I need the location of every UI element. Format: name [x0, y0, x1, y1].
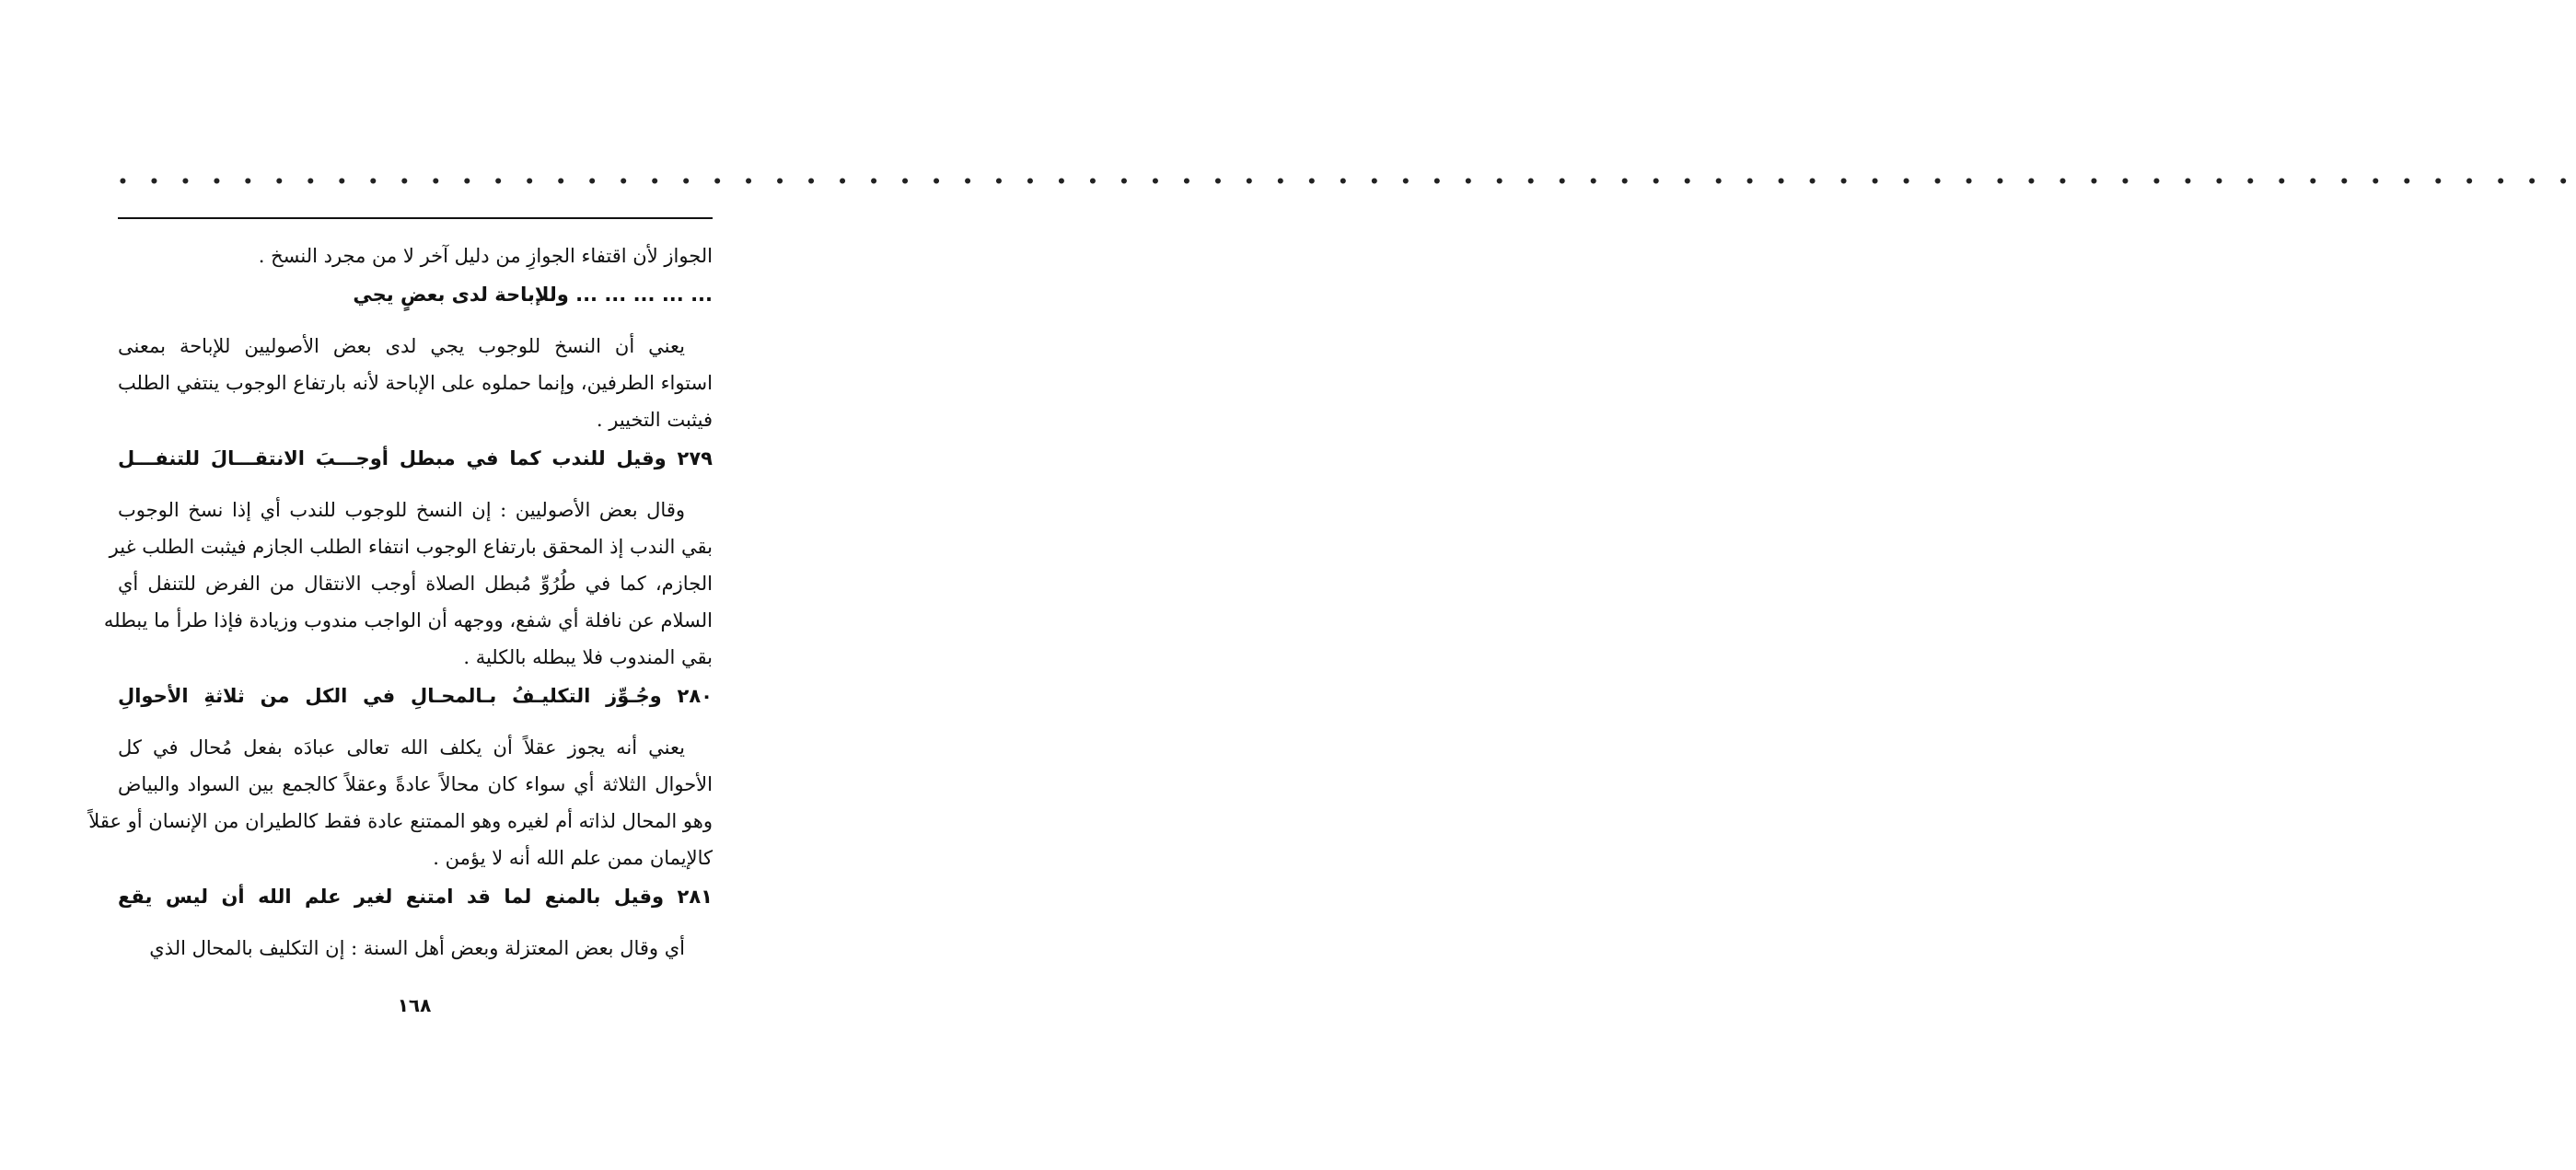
text-line: السلام عن نافلة أي شفع، ووجهه أن الواجب مندوب وزيادة فإذا طرأ ما يبطله	[103, 609, 713, 631]
text-line: يعني أن النسخ للوجوب يجي لدى بعض الأصوليين للإباحة بمعنى	[118, 335, 685, 357]
dotted-separator: • • • • • • • • • • • • • • • • • • • • • • • • • • • • • • • • • • • • • • • • • • • • • • • • • • • • • • • • • • • • • • • • • • • • • • • • • • • • • • •	[118, 173, 2576, 191]
text-line: يعني أنه يجوز عقلاً أن يكلف الله تعالى عبادَه بفعل مُحال في كل	[118, 736, 685, 759]
text-line: فيثبت التخيير .	[596, 409, 713, 431]
text-line: بقي الندب إذ المحقق بارتفاع الوجوب انتفاء الطلب الجازم فيثبت الطلب غير	[109, 536, 713, 558]
text-line: بقي المندوب فلا يبطله بالكلية .	[463, 646, 713, 668]
text-line: الجازم، كما في طُرُوِّ مُبطل الصلاة أوجب الانتقال من الفرض للتنفل أي	[118, 573, 713, 595]
horizontal-rule	[118, 217, 713, 219]
page-body	[88, 237, 713, 967]
text-line: وهو المحال لذاته أم لغيره وهو الممتنع عادة فقط كالطيران من الإنسان أو عقلاً	[88, 810, 713, 832]
verse-280: ٢٨٠ وجُـوِّز التكليـفُ بـالمحـالِ في الكل من ثلاثةِ الأحوالِ	[118, 685, 713, 707]
text-line: الأحوال الثلاثة أي سواء كان محالاً عادةً وعقلاً كالجمع بين السواد والبياض	[118, 773, 713, 795]
verse-279: ٢٧٩ وقيل للندب كما في مبطل أوجـــبَ الانتقـــالَ للتنفـــل	[118, 447, 713, 469]
text-line: استواء الطرفين، وإنما حملوه على الإباحة لأنه بارتفاع الوجوب ينتفي الطلب	[117, 372, 713, 394]
text-line: أي وقال بعض المعتزلة وبعض أهل السنة : إن التكليف بالمحال الذي	[149, 937, 685, 959]
page-number: ١٦٨	[397, 994, 432, 1016]
text-line: كالإيمان ممن علم الله أنه لا يؤمن .	[433, 847, 713, 869]
text-line: وقال بعض الأصوليين : إن النسخ للوجوب للندب أي إذا نسخ الوجوب	[118, 499, 685, 521]
verse-line: ... ... ... ... ... وللإباحة لدى بعضٍ يجي	[353, 284, 713, 306]
verse-281: ٢٨١ وقيل بالمنع لما قد امتنع لغير علم الله أن ليس يقع	[118, 886, 713, 908]
text-line: الجواز لأن اقتفاء الجوازِ من دليل آخر لا من مجرد النسخ .	[258, 245, 713, 267]
